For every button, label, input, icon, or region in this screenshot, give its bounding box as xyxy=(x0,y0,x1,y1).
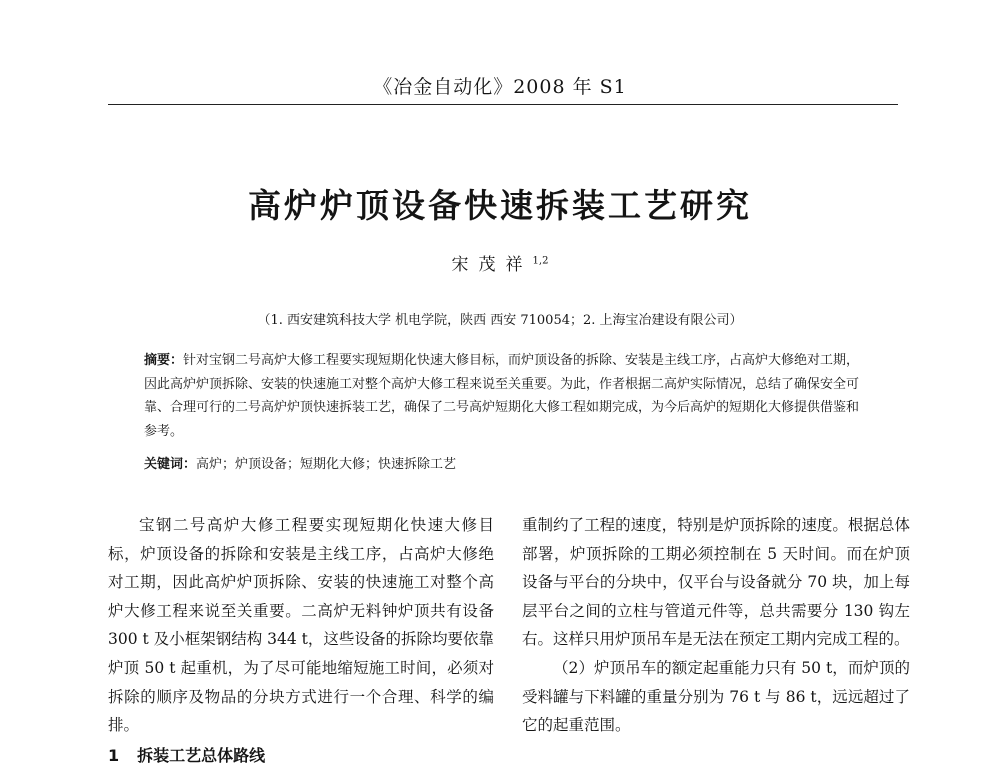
author-affiliation-marker: 1,2 xyxy=(532,255,549,267)
paper-title: 高炉炉顶设备快速拆装工艺研究 xyxy=(248,186,752,225)
abstract xyxy=(144,349,868,443)
section-title: 拆装工艺总体路线 xyxy=(137,745,266,765)
author-name: 宋茂祥 xyxy=(451,255,533,275)
keywords xyxy=(144,454,868,476)
section-heading xyxy=(108,742,494,770)
journal-header: 《冶金自动化》2008 年 S1 xyxy=(373,76,627,98)
body-left-column xyxy=(108,511,494,770)
affiliation: （1. 西安建筑科技大学 机电学院，陕西 西安 710054；2. 上海宝冶建设有限公司） xyxy=(257,313,743,328)
section-number: 1 xyxy=(108,745,120,765)
abstract-label: 摘要： xyxy=(144,353,184,368)
body-paragraph: （2）炉顶吊车的额定起重能力只有 50 t，而炉顶的受料罐与下料罐的重量分别为 76 t 与 86 t，远远超过了它的起重范围。 xyxy=(522,658,910,735)
header-rule xyxy=(108,104,898,105)
body-paragraph: 重制约了工程的速度，特别是炉顶拆除的速度。根据总体部署，炉顶拆除的工期必须控制在 5 天时间。而在炉顶设备与平台的分块中，仅平台与设备就分 70 块，加上每层平台之间的立柱与管道元件等，总共需要分 130 钩左右。这样只用炉顶吊车是无法在预定工期内完成工程的。 xyxy=(522,516,910,649)
abstract-text: 针对宝钢二号高炉大修工程要实现短期化快速大修目标，而炉顶设备的拆除、安装是主线工序，占高炉大修绝对工期，因此高炉炉顶拆除、安装的快速施工对整个高炉大修工程来说至关重要。为此，作者根据二高炉实际情况，总结了确保安全可靠、合理可行的二号高炉炉顶快速拆装工艺，确保了二号高炉短期化大修工程如期完成，为今后高炉的短期化大修提供借鉴和参考。 xyxy=(144,353,860,439)
body-right-column xyxy=(522,511,910,740)
keywords-label: 关键词： xyxy=(144,457,197,472)
author-line xyxy=(0,250,1000,275)
keywords-text: 高炉；炉顶设备；短期化大修；快速拆除工艺 xyxy=(196,457,457,472)
body-paragraph: 宝钢二号高炉大修工程要实现短期化快速大修目标，炉顶设备的拆除和安装是主线工序，占高炉大修绝对工期，因此高炉炉顶拆除、安装的快速施工对整个高炉大修工程来说至关重要。二高炉无料钟炉顶共有设备 300 t 及小框架钢结构 344 t，这些设备的拆除均要依靠炉顶 50 t 起重机，为了尽可能地缩短施工时间，必须对拆除的顺序及物品的分块方式进行一个合理、科学的编排。 xyxy=(108,516,494,735)
